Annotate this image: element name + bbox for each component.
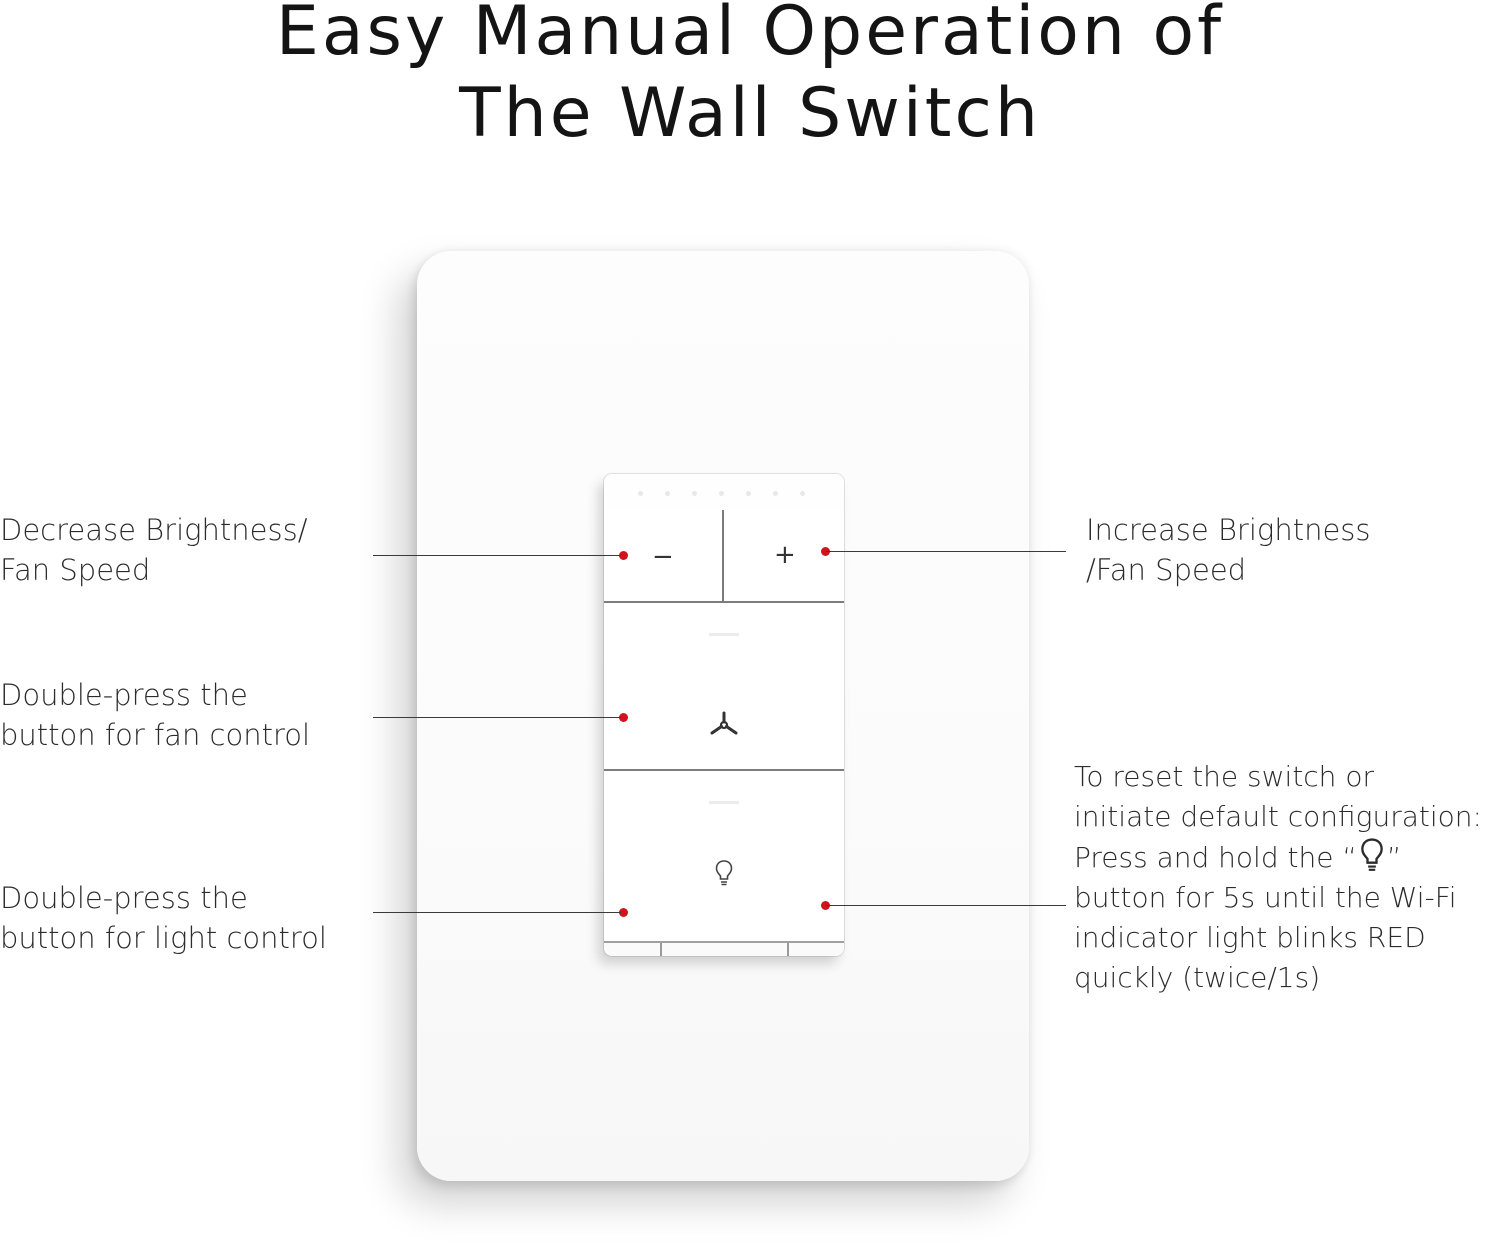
callout-reset-line-2: initiate default configuration: xyxy=(1074,800,1482,833)
callout-decrease-line-1: Decrease Brightness/ xyxy=(0,513,308,547)
callout-increase-line-2: /Fan Speed xyxy=(1086,553,1247,587)
callout-reset-line-5: indicator light blinks RED xyxy=(1074,921,1426,954)
callout-increase xyxy=(1086,510,1371,590)
callout-fan-line-2: button for fan control xyxy=(0,718,311,752)
indicator-led xyxy=(638,491,643,496)
leader-line-fan xyxy=(373,717,621,718)
smart-switch xyxy=(604,474,844,956)
fan-button[interactable] xyxy=(604,603,844,771)
callout-fan-line-1: Double-press the xyxy=(0,678,248,712)
increase-button[interactable] xyxy=(724,510,844,603)
fan-icon xyxy=(708,710,740,740)
edge-tick xyxy=(660,943,662,956)
callout-decrease-line-2: Fan Speed xyxy=(0,553,151,587)
callout-reset-line-3-before: Press and hold the “ xyxy=(1074,841,1357,874)
indicator-led xyxy=(719,491,724,496)
callout-reset-line-6: quickly (twice/1s) xyxy=(1074,961,1321,994)
indicator-led xyxy=(665,491,670,496)
callout-reset-line-4: button for 5s until the Wi-Fi xyxy=(1074,881,1457,914)
bulb-icon xyxy=(1359,837,1385,873)
light-button[interactable] xyxy=(604,771,844,941)
light-status-bar xyxy=(709,801,739,804)
callout-light-line-2: button for light control xyxy=(0,921,327,955)
callout-reset-line-3-after: ” xyxy=(1386,841,1402,874)
minus-icon: − xyxy=(652,542,674,572)
leader-line-increase xyxy=(826,551,1066,552)
title-line-1: Easy Manual Operation of xyxy=(275,0,1225,71)
indicator-led xyxy=(800,491,805,496)
callout-light-line-1: Double-press the xyxy=(0,881,248,915)
indicator-led xyxy=(773,491,778,496)
callout-reset xyxy=(1074,757,1482,998)
callout-decrease xyxy=(0,510,308,590)
callout-light xyxy=(0,878,327,958)
indicator-led xyxy=(692,491,697,496)
bulb-icon xyxy=(714,859,734,887)
callout-reset-line-3 xyxy=(1074,837,1482,878)
callout-reset-line-1: To reset the switch or xyxy=(1074,760,1374,793)
switch-bottom-edge xyxy=(604,941,844,956)
leader-line-light xyxy=(373,912,621,913)
leader-line-decrease xyxy=(373,555,621,556)
indicator-led xyxy=(746,491,751,496)
plus-icon: + xyxy=(774,540,796,570)
title-line-2: The Wall Switch xyxy=(459,74,1041,153)
leader-line-reset xyxy=(826,905,1066,906)
callout-increase-line-1: Increase Brightness xyxy=(1086,513,1371,547)
callout-fan xyxy=(0,675,310,755)
fan-status-bar xyxy=(709,633,739,636)
edge-tick xyxy=(787,943,789,956)
wifi-indicator-strip xyxy=(604,474,844,511)
